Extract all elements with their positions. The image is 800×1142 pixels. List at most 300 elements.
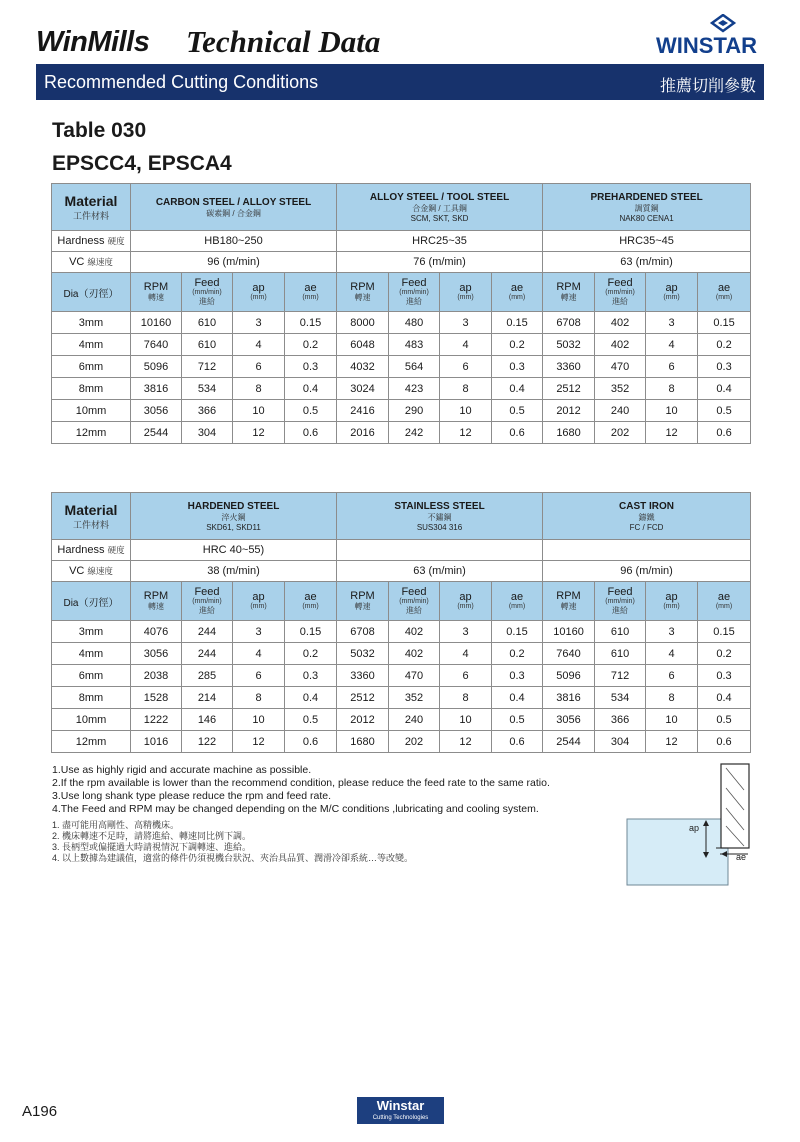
- value-cell: 12: [646, 422, 698, 444]
- vc-value: 76 (m/min): [337, 252, 543, 273]
- value-cell: 10: [646, 709, 698, 731]
- value-cell: 712: [182, 356, 233, 378]
- material-name-zh: 鑄鐵: [638, 512, 655, 522]
- material-group: [131, 184, 337, 231]
- hardness-value: HRC 40~55): [131, 540, 337, 561]
- vc-value: 96 (m/min): [543, 561, 751, 582]
- hardness-value: HRC25~35: [337, 231, 543, 252]
- value-cell: 7640: [543, 643, 595, 665]
- hardness-label: [52, 540, 131, 561]
- table-row: [52, 334, 751, 356]
- value-cell: 6: [233, 356, 285, 378]
- feed-header-unit: (mm/min): [192, 289, 222, 296]
- dia-header: Dia（刃徑）: [52, 273, 131, 312]
- value-cell: 0.6: [698, 422, 751, 444]
- value-cell: 3: [233, 312, 285, 334]
- winstar-logo-text: WINSTAR: [656, 33, 758, 58]
- hardness-label-en: Hardness: [57, 235, 105, 247]
- value-cell: 0.2: [285, 334, 337, 356]
- value-cell: 0.15: [285, 621, 337, 643]
- table-row: [52, 665, 751, 687]
- dia-cell: 8mm: [52, 687, 131, 709]
- value-cell: 8: [233, 378, 285, 400]
- note-en: 2.If the rpm available is lower than the recommend condition, please reduce the feed rate to the same ratio.: [52, 777, 550, 789]
- material-codes: SUS304 316: [416, 522, 463, 532]
- ap-header-label: ap: [459, 282, 472, 294]
- value-cell: 0.5: [492, 400, 543, 422]
- value-cell: 2012: [337, 709, 389, 731]
- value-cell: 712: [595, 665, 646, 687]
- material-name-en: CAST IRON: [619, 500, 675, 512]
- hardness-label-zh: 硬度: [107, 236, 125, 246]
- notes-block: [52, 764, 612, 864]
- model-codes: EPSCC4, EPSCA4: [52, 152, 232, 175]
- footer-logo: [357, 1097, 444, 1124]
- value-cell: 8: [233, 687, 285, 709]
- footer-logo-subtitle: Cutting Technologies: [372, 1115, 429, 1121]
- value-cell: 8: [646, 378, 698, 400]
- ae-header: [698, 273, 751, 312]
- value-cell: 8: [646, 687, 698, 709]
- value-cell: 8000: [337, 312, 389, 334]
- hardness-label-en: Hardness: [57, 544, 105, 556]
- rpm-header: [543, 582, 595, 621]
- material-name-zh: 合金鋼 / 工具鋼: [412, 203, 467, 213]
- value-cell: 0.15: [285, 312, 337, 334]
- material-group: [543, 493, 751, 540]
- value-cell: 0.2: [492, 334, 543, 356]
- material-name-zh: 碳素鋼 / 合金鋼: [206, 208, 261, 218]
- ap-header: [440, 582, 492, 621]
- ae-header: [285, 582, 337, 621]
- value-cell: 0.5: [492, 709, 543, 731]
- vc-row: [52, 252, 751, 273]
- ae-header-label: ae: [510, 591, 524, 603]
- ap-header-unit: (mm): [250, 294, 267, 301]
- table-row: [52, 400, 751, 422]
- value-cell: 0.3: [492, 356, 543, 378]
- note-zh: 3. 長柄型或偏擺過大時請視情況下調轉速、進給。: [52, 842, 252, 852]
- value-cell: 0.6: [492, 422, 543, 444]
- value-cell: 2016: [337, 422, 389, 444]
- ap-header-label: ap: [252, 282, 265, 294]
- value-cell: 0.4: [285, 378, 337, 400]
- rpm-header-en: RPM: [556, 281, 581, 293]
- value-cell: 0.6: [285, 422, 337, 444]
- value-cell: 3024: [337, 378, 389, 400]
- feed-header: [595, 582, 646, 621]
- brand-name: WinMills: [36, 26, 150, 58]
- value-cell: 6: [440, 356, 492, 378]
- material-codes: SCM, SKT, SKD: [410, 213, 469, 223]
- material-codes: FC / FCD: [629, 522, 664, 532]
- value-cell: 6: [646, 356, 698, 378]
- ae-header-unit: (mm): [302, 294, 319, 301]
- value-cell: 6: [646, 665, 698, 687]
- vc-row: [52, 561, 751, 582]
- material-name-en: PREHARDENED STEEL: [590, 191, 703, 203]
- vc-value: 63 (m/min): [337, 561, 543, 582]
- column-header-row: [52, 273, 751, 312]
- value-cell: 352: [389, 687, 440, 709]
- value-cell: 3360: [543, 356, 595, 378]
- material-row: [52, 184, 751, 231]
- table-row: [52, 731, 751, 753]
- ap-header: [233, 273, 285, 312]
- value-cell: 0.5: [285, 709, 337, 731]
- value-cell: 0.2: [698, 643, 751, 665]
- value-cell: 4: [646, 334, 698, 356]
- value-cell: 0.5: [698, 400, 751, 422]
- rpm-header-zh: 轉速: [148, 602, 164, 611]
- value-cell: 4: [646, 643, 698, 665]
- material-codes: SKD61, SKD11: [206, 522, 261, 532]
- feed-header: [389, 273, 440, 312]
- dia-header: Dia（刃徑）: [52, 582, 131, 621]
- hardness-value: [337, 540, 543, 561]
- ae-header: [492, 582, 543, 621]
- ae-header-unit: (mm): [302, 603, 319, 610]
- value-cell: 2012: [543, 400, 595, 422]
- vc-value: 96 (m/min): [131, 252, 337, 273]
- ap-header-unit: (mm): [663, 294, 680, 301]
- value-cell: 0.4: [698, 687, 751, 709]
- vc-label-en: VC: [69, 565, 85, 577]
- value-cell: 3: [646, 621, 698, 643]
- dia-cell: 8mm: [52, 378, 131, 400]
- table-row: [52, 312, 751, 334]
- value-cell: 0.3: [285, 356, 337, 378]
- material-label-cell: [52, 184, 131, 231]
- material-label-zh: 工件材料: [72, 210, 109, 221]
- ap-header: [440, 273, 492, 312]
- vc-label: [52, 252, 131, 273]
- note-en: 1.Use as highly rigid and accurate machine as possible.: [52, 764, 312, 776]
- material-name-en: HARDENED STEEL: [187, 500, 280, 512]
- feed-header: [182, 582, 233, 621]
- feed-header-zh: 進給: [612, 297, 629, 306]
- dia-cell: 10mm: [52, 400, 131, 422]
- vc-label-en: VC: [69, 256, 85, 268]
- rpm-header-zh: 轉速: [560, 602, 577, 611]
- value-cell: 6: [233, 665, 285, 687]
- value-cell: 290: [389, 400, 440, 422]
- dia-cell: 6mm: [52, 356, 131, 378]
- value-cell: 244: [182, 643, 233, 665]
- vc-value: 63 (m/min): [543, 252, 751, 273]
- value-cell: 483: [389, 334, 440, 356]
- material-group: [337, 184, 543, 231]
- table-row: [52, 709, 751, 731]
- feed-header-zh: 進給: [406, 297, 423, 306]
- ap-header: [646, 582, 698, 621]
- value-cell: 7640: [131, 334, 182, 356]
- value-cell: 564: [389, 356, 440, 378]
- material-name-zh: 不鏽鋼: [427, 512, 452, 522]
- value-cell: 610: [182, 312, 233, 334]
- material-group: [337, 493, 543, 540]
- value-cell: 3: [646, 312, 698, 334]
- ae-header-label: ae: [717, 282, 731, 294]
- value-cell: 3056: [131, 400, 182, 422]
- material-name-en: CARBON STEEL / ALLOY STEEL: [155, 196, 312, 208]
- ap-header-unit: (mm): [250, 603, 267, 610]
- rpm-header-zh: 轉速: [354, 602, 371, 611]
- value-cell: 12: [233, 422, 285, 444]
- value-cell: 423: [389, 378, 440, 400]
- feed-header-unit: (mm/min): [399, 289, 429, 296]
- value-cell: 610: [595, 621, 646, 643]
- value-cell: 4: [440, 643, 492, 665]
- value-cell: 3816: [131, 378, 182, 400]
- feed-header-en: Feed: [194, 277, 220, 289]
- value-cell: 534: [595, 687, 646, 709]
- ae-header-label: ae: [510, 282, 524, 294]
- rpm-header: [337, 273, 389, 312]
- hardness-value: HB180~250: [131, 231, 337, 252]
- material-name-en: ALLOY STEEL / TOOL STEEL: [369, 191, 510, 203]
- feed-header-en: Feed: [607, 277, 633, 289]
- ae-header-label: ae: [304, 282, 317, 294]
- value-cell: 2512: [337, 687, 389, 709]
- value-cell: 0.15: [698, 621, 751, 643]
- value-cell: 10: [440, 400, 492, 422]
- ae-header-unit: (mm): [715, 603, 733, 610]
- value-cell: 2544: [543, 731, 595, 753]
- hardness-row: [52, 231, 751, 252]
- value-cell: 202: [595, 422, 646, 444]
- rpm-header-en: RPM: [350, 281, 375, 293]
- value-cell: 1016: [131, 731, 182, 753]
- ap-header-label: ap: [252, 591, 265, 603]
- material-label-en: Material: [64, 501, 118, 518]
- note-zh: 1. 盡可能用高剛性、高精機床。: [52, 820, 180, 830]
- value-cell: 1222: [131, 709, 182, 731]
- value-cell: 1680: [337, 731, 389, 753]
- value-cell: 5032: [337, 643, 389, 665]
- ap-header: [233, 582, 285, 621]
- ae-header-unit: (mm): [715, 294, 733, 301]
- table-row: [52, 621, 751, 643]
- dia-cell: 3mm: [52, 312, 131, 334]
- value-cell: 0.4: [492, 378, 543, 400]
- value-cell: 2416: [337, 400, 389, 422]
- value-cell: 2544: [131, 422, 182, 444]
- value-cell: 0.6: [492, 731, 543, 753]
- value-cell: 0.2: [492, 643, 543, 665]
- feed-header: [182, 273, 233, 312]
- value-cell: 8: [440, 378, 492, 400]
- value-cell: 610: [595, 643, 646, 665]
- rpm-header: [337, 582, 389, 621]
- feed-header-zh: 進給: [612, 606, 629, 615]
- value-cell: 2512: [543, 378, 595, 400]
- rpm-header-zh: 轉速: [354, 293, 371, 302]
- table-row: [52, 422, 751, 444]
- ap-header-unit: (mm): [457, 603, 474, 610]
- value-cell: 12: [440, 731, 492, 753]
- dia-cell: 4mm: [52, 334, 131, 356]
- ae-header: [492, 273, 543, 312]
- value-cell: 0.4: [492, 687, 543, 709]
- ap-header-label: ap: [459, 591, 472, 603]
- value-cell: 4: [440, 334, 492, 356]
- value-cell: 304: [595, 731, 646, 753]
- value-cell: 3056: [543, 709, 595, 731]
- material-row: [52, 493, 751, 540]
- rpm-header-zh: 轉速: [148, 293, 164, 302]
- material-name-zh: 淬火鋼: [221, 512, 246, 522]
- dia-cell: 4mm: [52, 643, 131, 665]
- ap-header-label: ap: [665, 282, 678, 294]
- value-cell: 1528: [131, 687, 182, 709]
- value-cell: 146: [182, 709, 233, 731]
- feed-header: [389, 582, 440, 621]
- ap-header-label: ap: [665, 591, 678, 603]
- hardness-label: [52, 231, 131, 252]
- dia-cell: 6mm: [52, 665, 131, 687]
- value-cell: 366: [595, 709, 646, 731]
- value-cell: 1680: [543, 422, 595, 444]
- material-name-zh: 調質鋼: [634, 203, 659, 213]
- value-cell: 304: [182, 422, 233, 444]
- ap-header: [646, 273, 698, 312]
- value-cell: 470: [595, 356, 646, 378]
- vc-value: 38 (m/min): [131, 561, 337, 582]
- value-cell: 0.15: [698, 312, 751, 334]
- rpm-header-en: RPM: [143, 590, 169, 602]
- value-cell: 10: [440, 709, 492, 731]
- value-cell: 470: [389, 665, 440, 687]
- value-cell: 6708: [543, 312, 595, 334]
- vc-label-zh: 線速度: [87, 257, 113, 267]
- material-group: [131, 493, 337, 540]
- material-label-zh: 工件材料: [72, 519, 109, 530]
- value-cell: 122: [182, 731, 233, 753]
- feed-header-en: Feed: [401, 586, 427, 598]
- value-cell: 202: [389, 731, 440, 753]
- table-row: [52, 378, 751, 400]
- value-cell: 6048: [337, 334, 389, 356]
- value-cell: 0.2: [698, 334, 751, 356]
- ae-header: [285, 273, 337, 312]
- value-cell: 4: [233, 334, 285, 356]
- ae-header-unit: (mm): [508, 294, 526, 301]
- feed-header-en: Feed: [401, 277, 427, 289]
- value-cell: 0.3: [698, 665, 751, 687]
- hardness-row: [52, 540, 751, 561]
- value-cell: 8: [440, 687, 492, 709]
- value-cell: 0.15: [492, 621, 543, 643]
- dia-cell: 12mm: [52, 731, 131, 753]
- material-label-en: Material: [64, 192, 118, 209]
- rpm-header-en: RPM: [350, 590, 375, 602]
- rpm-header-en: RPM: [556, 590, 581, 602]
- rpm-header-zh: 轉速: [560, 293, 577, 302]
- value-cell: 352: [595, 378, 646, 400]
- feed-header-en: Feed: [607, 586, 633, 598]
- rpm-header-en: RPM: [143, 281, 169, 293]
- value-cell: 240: [389, 709, 440, 731]
- value-cell: 12: [233, 731, 285, 753]
- value-cell: 12: [440, 422, 492, 444]
- value-cell: 242: [389, 422, 440, 444]
- feed-header-unit: (mm/min): [192, 598, 222, 605]
- value-cell: 10: [233, 709, 285, 731]
- ae-header-label: ae: [717, 591, 731, 603]
- value-cell: 10160: [131, 312, 182, 334]
- value-cell: 5096: [131, 356, 182, 378]
- ap-label: ap: [689, 823, 700, 833]
- dia-cell: 12mm: [52, 422, 131, 444]
- footer-logo-title: Winstar: [376, 1098, 425, 1113]
- value-cell: 3816: [543, 687, 595, 709]
- banner-title-zh: 推薦切削參數: [659, 78, 756, 95]
- value-cell: 285: [182, 665, 233, 687]
- value-cell: 0.15: [492, 312, 543, 334]
- rpm-header: [131, 273, 182, 312]
- note-en: 4.The Feed and RPM may be changed depending on the M/C conditions ,lubricating and cooling system.: [52, 803, 539, 815]
- table-number: Table 030: [52, 119, 147, 142]
- material-name-en: STAINLESS STEEL: [394, 500, 485, 512]
- value-cell: 2038: [131, 665, 182, 687]
- value-cell: 10: [646, 400, 698, 422]
- feed-header-unit: (mm/min): [605, 598, 635, 605]
- value-cell: 10160: [543, 621, 595, 643]
- value-cell: 3056: [131, 643, 182, 665]
- value-cell: 5032: [543, 334, 595, 356]
- value-cell: 0.6: [285, 731, 337, 753]
- doc-title: Technical Data: [186, 24, 381, 59]
- ap-header-unit: (mm): [457, 294, 474, 301]
- value-cell: 4032: [337, 356, 389, 378]
- feed-header-zh: 進給: [406, 606, 422, 615]
- value-cell: 0.4: [285, 687, 337, 709]
- material-label-cell: [52, 493, 131, 540]
- value-cell: 244: [182, 621, 233, 643]
- ae-header-label: ae: [304, 591, 317, 603]
- value-cell: 4076: [131, 621, 182, 643]
- dia-cell: 3mm: [52, 621, 131, 643]
- feed-header: [595, 273, 646, 312]
- value-cell: 0.3: [698, 356, 751, 378]
- value-cell: 402: [389, 621, 440, 643]
- value-cell: 0.3: [285, 665, 337, 687]
- dia-cell: 10mm: [52, 709, 131, 731]
- value-cell: 534: [182, 378, 233, 400]
- value-cell: 366: [182, 400, 233, 422]
- value-cell: 402: [389, 643, 440, 665]
- value-cell: 3: [440, 312, 492, 334]
- value-cell: 3: [440, 621, 492, 643]
- value-cell: 4: [233, 643, 285, 665]
- value-cell: 402: [595, 312, 646, 334]
- note-zh: 4. 以上數據為建議值，適當的條件仍須視機台狀況、夾治具品質、潤滑冷卻系統…等改變。: [52, 853, 414, 863]
- feed-header-zh: 進給: [199, 606, 215, 615]
- value-cell: 6708: [337, 621, 389, 643]
- value-cell: 480: [389, 312, 440, 334]
- value-cell: 0.3: [492, 665, 543, 687]
- value-cell: 214: [182, 687, 233, 709]
- cutting-table-1: [51, 183, 751, 444]
- ae-header-unit: (mm): [508, 603, 526, 610]
- value-cell: 3: [233, 621, 285, 643]
- value-cell: 0.6: [698, 731, 751, 753]
- table-row: [52, 643, 751, 665]
- note-zh: 2. 機床轉速不足時，請將進給、轉速同比例下調。: [52, 831, 252, 841]
- rpm-header: [543, 273, 595, 312]
- column-header-row: [52, 582, 751, 621]
